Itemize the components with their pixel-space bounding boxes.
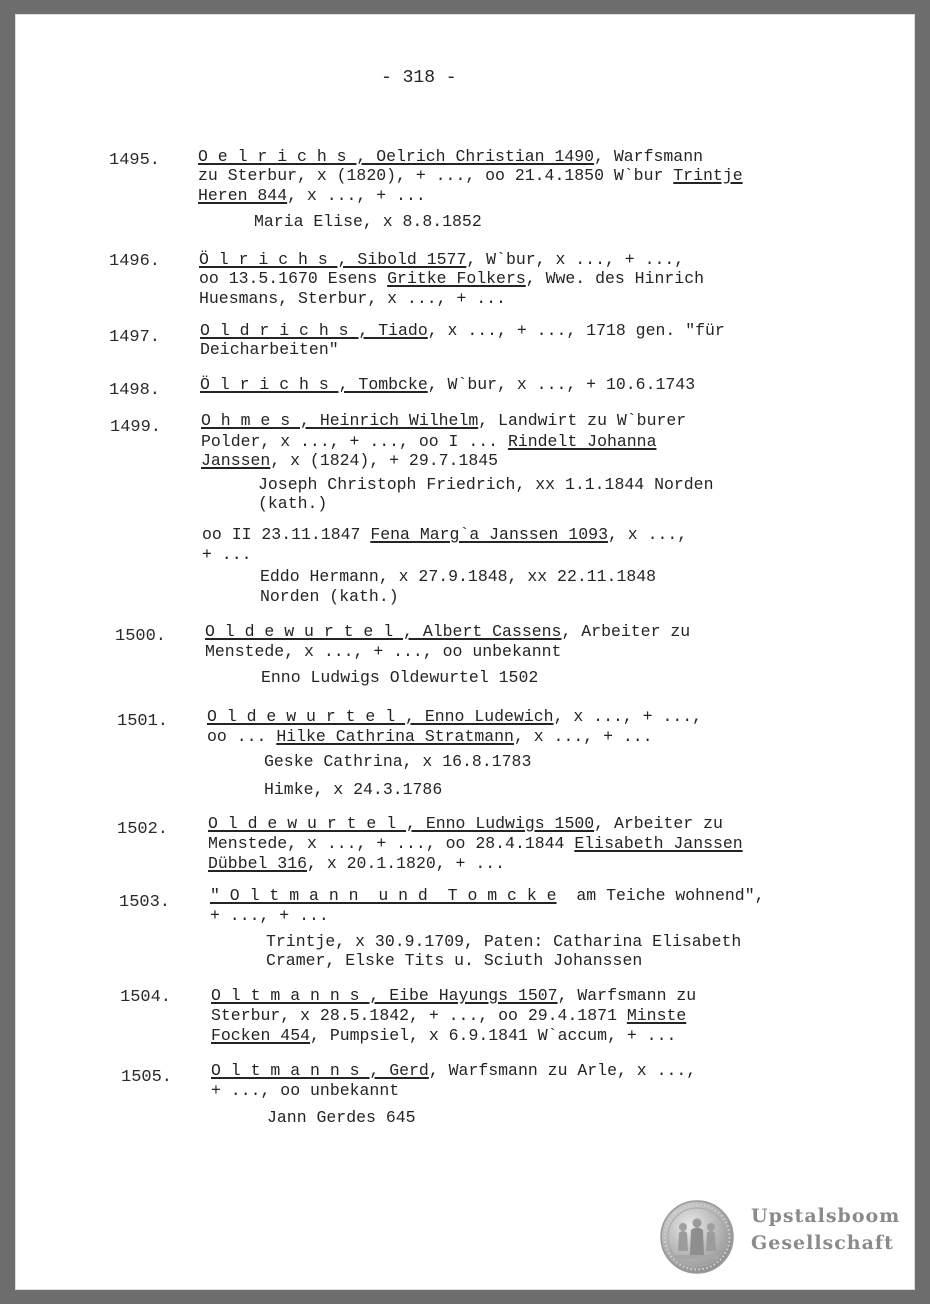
text-run: Cramer, Elske Tits u. Sciuth Johanssen — [266, 951, 643, 970]
entry-line — [267, 1108, 416, 1128]
entry-line — [211, 1026, 676, 1046]
entry-line — [201, 432, 656, 452]
entry-line — [260, 587, 399, 607]
entry-line — [210, 886, 765, 906]
entry-line — [207, 727, 653, 747]
entry-number: 1505. — [121, 1068, 173, 1087]
text-run: oo 13.5.1670 Esens — [199, 269, 388, 288]
text-run: , Wwe. des Hinrich — [525, 269, 704, 288]
entry-line — [258, 494, 327, 514]
entry-line — [198, 147, 703, 167]
text-run: , Pumpsiel, x 6.9.1841 W`accum, + ... — [310, 1026, 677, 1045]
entry-line — [266, 932, 741, 952]
underlined-text: Elisabeth Janssen — [574, 834, 743, 853]
text-run: , x 20.1.1820, + ... — [307, 854, 506, 873]
underlined-text: Gritke Folkers — [387, 269, 526, 288]
entry-number: 1499. — [110, 418, 162, 437]
text-run: Sterbur, x 28.5.1842, + ..., oo 29.4.1871 — [211, 1006, 627, 1025]
entry-line — [211, 1006, 686, 1026]
text-run: , x ..., + ... — [513, 727, 653, 746]
entry-line — [264, 780, 442, 800]
text-run: + ... — [202, 545, 252, 564]
entry-line — [199, 289, 506, 309]
entry-line — [260, 567, 656, 587]
entry-line — [202, 545, 252, 565]
text-run: , x ..., + ..., — [553, 707, 703, 726]
logo-line-1: Upstalsboom — [751, 1205, 901, 1227]
text-run: oo II 23.11.1847 — [202, 525, 371, 544]
text-run: Maria Elise, x 8.8.1852 — [254, 212, 482, 231]
text-run: , Arbeiter zu — [594, 814, 723, 833]
entry-line — [258, 475, 713, 495]
underlined-text: Minste — [626, 1006, 687, 1025]
text-run: , W`bur, x ..., + 10.6.1743 — [427, 375, 696, 394]
seal-icon — [659, 1199, 735, 1275]
text-run: Himke, x 24.3.1786 — [264, 780, 443, 799]
text-run: + ..., + ... — [210, 906, 329, 925]
underlined-text: O l d r i c h s , Tiado — [200, 321, 428, 340]
underlined-text: O h m e s , Heinrich Wilhelm — [201, 411, 479, 430]
society-logo — [659, 1199, 904, 1279]
text-run: Joseph Christoph Friedrich, xx 1.1.1844 Norden — [258, 475, 714, 494]
entry-line — [200, 340, 339, 360]
entry-line — [202, 525, 687, 545]
text-run: , Landwirt zu W`burer — [478, 411, 687, 430]
text-run: + ..., oo unbekannt — [211, 1081, 400, 1100]
document-page — [15, 14, 915, 1290]
underlined-text: " O l t m a n n u n d T o m c k e — [210, 886, 557, 905]
text-run: , W`bur, x ..., + ..., — [466, 250, 685, 269]
entry-number: 1497. — [109, 328, 161, 347]
underlined-text: Focken 454 — [211, 1026, 311, 1045]
entry-line — [266, 951, 642, 971]
logo-line-2: Gesellschaft — [751, 1232, 894, 1254]
text-run: , Arbeiter zu — [561, 622, 691, 641]
text-run: , Warfsmann — [594, 147, 703, 166]
underlined-text: O l d e w u r t e l , Albert Cassens — [205, 622, 562, 641]
entry-line — [211, 986, 696, 1006]
entry-line — [211, 1081, 399, 1101]
underlined-text: Hilke Cathrina Stratmann — [276, 727, 514, 746]
text-run: Geske Cathrina, x 16.8.1783 — [264, 752, 532, 771]
entry-line — [211, 1061, 696, 1081]
entry-line — [201, 451, 498, 471]
text-run: Eddo Hermann, x 27.9.1848, xx 22.11.1848 — [260, 567, 657, 586]
entry-line — [199, 250, 684, 270]
entry-line — [198, 166, 743, 186]
underlined-text: Dübbel 316 — [208, 854, 308, 873]
underlined-text: Janssen — [201, 451, 271, 470]
text-run: Deicharbeiten" — [200, 340, 339, 359]
text-run: Polder, x ..., + ..., oo I ... — [201, 432, 508, 451]
text-run: oo ... — [207, 727, 277, 746]
text-run: Huesmans, Sterbur, x ..., + ... — [199, 289, 506, 308]
underlined-text: Ö l r i c h s , Sibold 1577 — [199, 250, 467, 269]
text-run: Trintje, x 30.9.1709, Paten: Catharina Elisabeth — [266, 932, 742, 951]
entry-line — [208, 834, 743, 854]
entry-line — [200, 321, 725, 341]
entry-line — [264, 752, 531, 772]
underlined-text: O e l r i c h s , Oelrich Christian 1490 — [198, 147, 595, 166]
page-number: - 318 - — [381, 68, 457, 88]
text-run: zu Sterbur, x (1820), + ..., oo 21.4.1850 W`bur — [198, 166, 674, 185]
text-run: Menstede, x ..., + ..., oo 28.4.1844 — [208, 834, 575, 853]
entry-number: 1495. — [109, 151, 161, 170]
entry-line — [207, 707, 702, 727]
entry-line — [208, 854, 505, 874]
entry-line — [199, 269, 704, 289]
entry-number: 1500. — [115, 627, 167, 646]
entry-number: 1498. — [109, 381, 161, 400]
entry-line — [261, 668, 538, 688]
underlined-text: O l t m a n n s , Gerd — [211, 1061, 429, 1080]
entry-number: 1496. — [109, 252, 161, 271]
text-run: , x ..., — [607, 525, 688, 544]
text-run: , x ..., + ..., 1718 gen. "für — [427, 321, 725, 340]
underlined-text: O l t m a n n s , Eibe Hayungs 1507 — [211, 986, 558, 1005]
entry-number: 1502. — [117, 820, 169, 839]
text-run: Enno Ludwigs Oldewurtel 1502 — [261, 668, 539, 687]
text-run: , Warfsmann zu Arle, x ..., — [428, 1061, 697, 1080]
entry-line — [201, 411, 686, 431]
entry-line — [205, 642, 561, 662]
text-run: , x (1824), + 29.7.1845 — [270, 451, 499, 470]
entry-line — [205, 622, 690, 642]
entry-number: 1504. — [120, 988, 172, 1007]
text-run: (kath.) — [258, 494, 328, 513]
entry-number: 1501. — [117, 712, 169, 731]
text-run: Menstede, x ..., + ..., oo unbekannt — [205, 642, 562, 661]
entry-line — [210, 906, 329, 926]
society-logo-text — [751, 1203, 900, 1257]
underlined-text: Heren 844 — [198, 186, 288, 205]
underlined-text: Ö l r i c h s , Tombcke — [200, 375, 428, 394]
underlined-text: O l d e w u r t e l , Enno Ludwigs 1500 — [208, 814, 595, 833]
text-run: Jann Gerdes 645 — [267, 1108, 416, 1127]
underlined-text: Trintje — [673, 166, 743, 185]
underlined-text: Fena Marg`a Janssen 1093 — [370, 525, 608, 544]
underlined-text: O l d e w u r t e l , Enno Ludewich — [207, 707, 554, 726]
text-run: Norden (kath.) — [260, 587, 399, 606]
entry-number: 1503. — [119, 893, 171, 912]
entry-line — [208, 814, 723, 834]
text-run: , Warfsmann zu — [557, 986, 697, 1005]
entry-line — [200, 375, 695, 395]
entry-line — [198, 186, 426, 206]
text-run: , x ..., + ... — [287, 186, 426, 205]
underlined-text: Rindelt Johanna — [507, 432, 657, 451]
text-run: am Teiche wohnend", — [556, 886, 765, 905]
entry-line — [254, 212, 482, 232]
